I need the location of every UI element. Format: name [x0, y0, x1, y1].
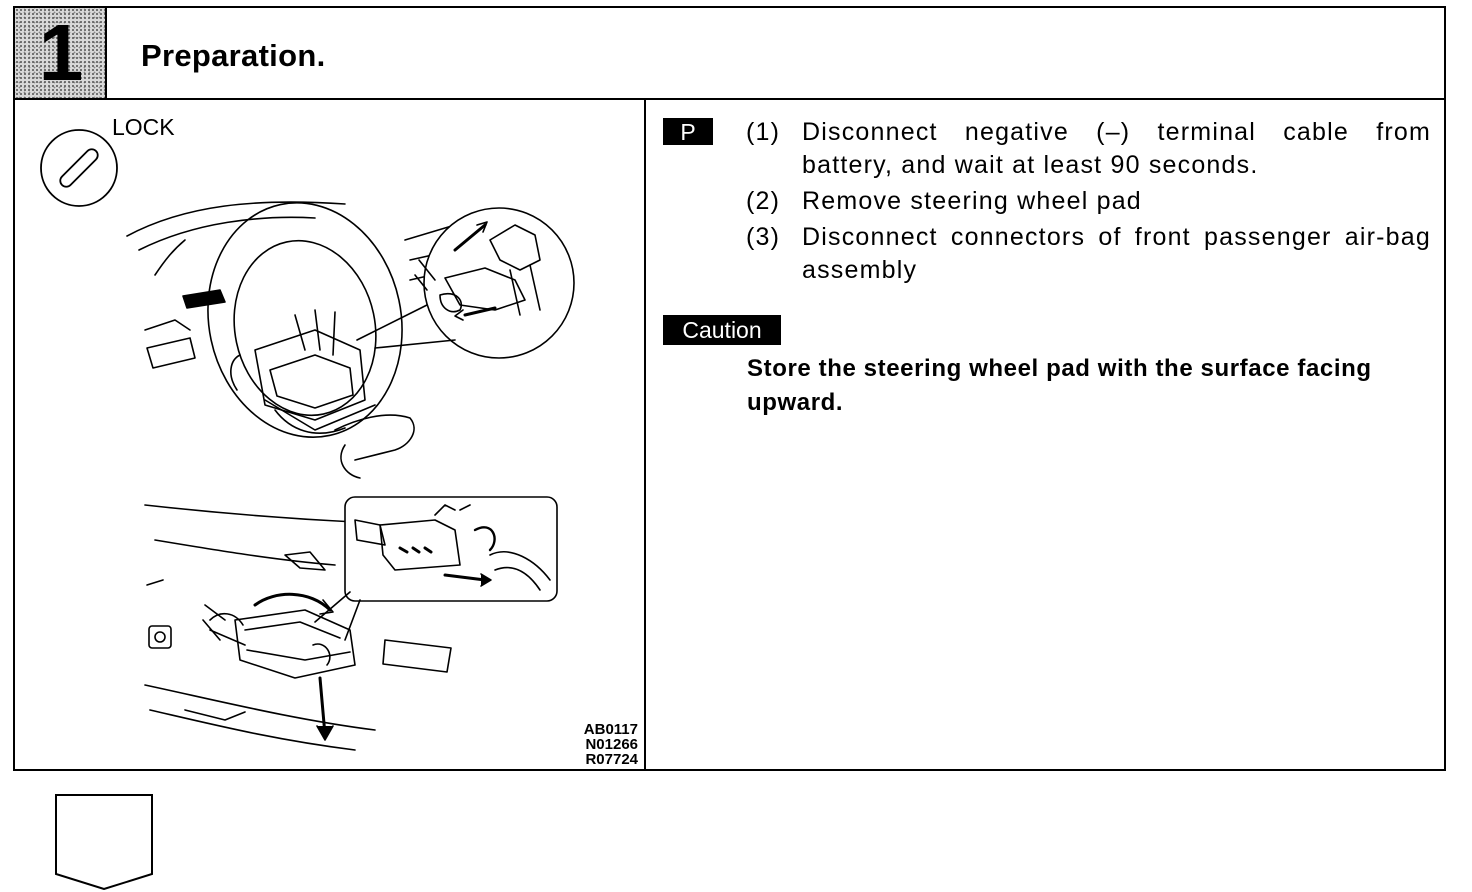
figure-codes	[584, 722, 638, 767]
step-list	[746, 116, 1431, 290]
instructions-panel	[646, 100, 1444, 769]
step-index: (2)	[746, 187, 781, 215]
figure-code: AB0117	[583, 721, 638, 738]
caution-badge: Caution	[663, 315, 781, 345]
step-text: Disconnect negative (–) terminal cable from battery, and wait at least 90 seconds.	[802, 118, 1431, 179]
step-text: Disconnect connectors of front passenger air-bag assembly	[802, 223, 1431, 284]
step-item	[746, 185, 1431, 218]
illustration-panel	[15, 100, 646, 769]
procedure-frame	[13, 6, 1446, 771]
step-item	[746, 221, 1431, 287]
page-title: Preparation.	[141, 38, 326, 73]
step-number-box	[15, 8, 107, 98]
step-item	[746, 116, 1431, 182]
steering-wheel-illustration	[15, 100, 644, 769]
step-number: 1	[38, 8, 84, 97]
figure-code: R07724	[585, 751, 638, 768]
caution-text: Store the steering wheel pad with the surface facing upward.	[747, 355, 1372, 416]
lock-label: LOCK	[112, 114, 175, 140]
step-index: (3)	[746, 223, 781, 251]
step-index: (1)	[746, 118, 781, 146]
step-header	[15, 8, 1444, 100]
blank-tab-marker	[55, 794, 153, 890]
procedure-badge: P	[663, 118, 713, 145]
figure-code: N01266	[585, 736, 638, 753]
step-text: Remove steering wheel pad	[802, 187, 1142, 215]
